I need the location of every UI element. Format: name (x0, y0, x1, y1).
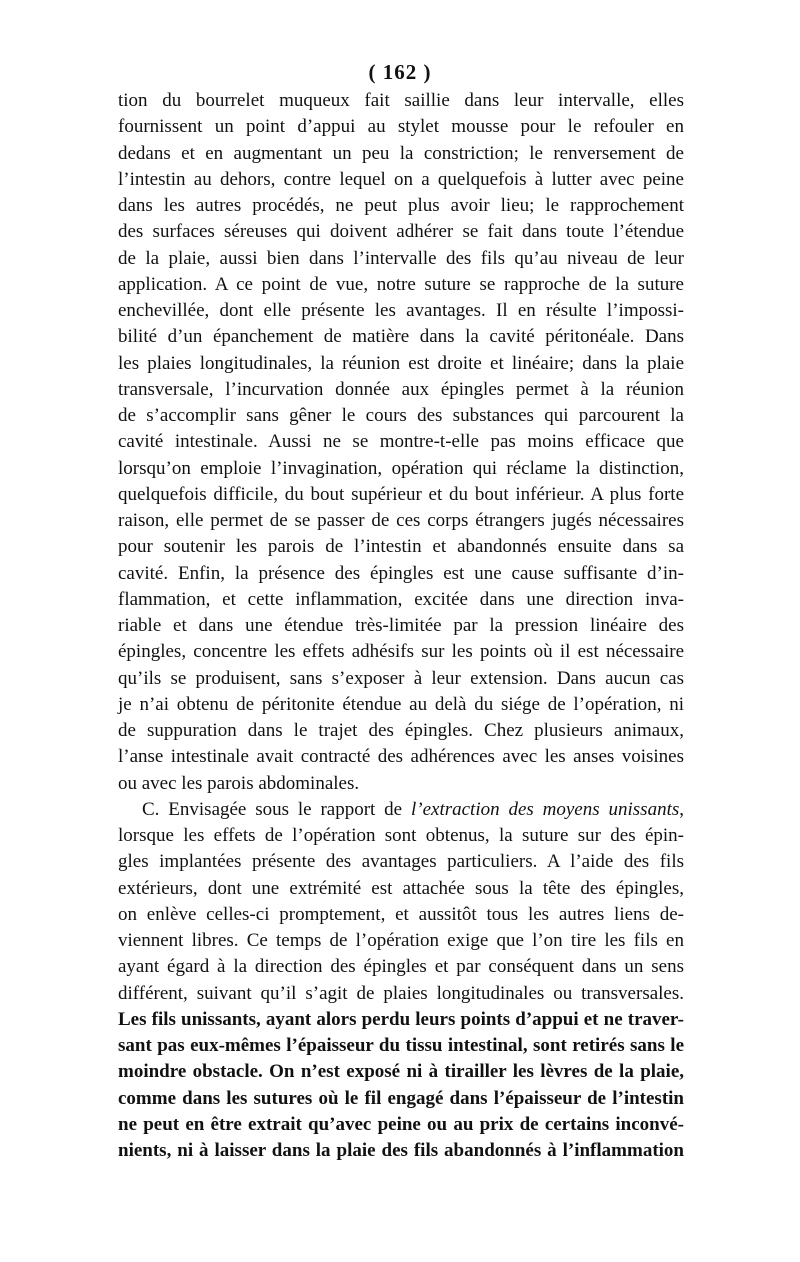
text-line: transversale, l’incurvation donnée aux épingles permet à la réunion (118, 378, 684, 400)
text-line: moindre obstacle. On n’est exposé ni à tirailler les lèvres de la plaie, (118, 1061, 684, 1083)
text-line: lorsque les effets de l’opération sont obtenus, la suture sur des épin- (118, 825, 684, 846)
text-line: tion du bourrelet muqueux fait saillie dans leur intervalle, elles (118, 90, 684, 111)
text-line: épingles, concentre les effets adhésifs sur les points où il est nécessaire (118, 641, 684, 663)
text-run: , (679, 798, 684, 820)
body-text (118, 88, 684, 1164)
text-line: Les fils unissants, ayant alors perdu leurs points d’appui et ne traver- (118, 1008, 684, 1030)
text-line: extérieurs, dont une extrémité est attachée sous la tête des épingles, (118, 877, 684, 899)
text-line: différent, suivant qu’il s’agit de plaies longitudinales ou transversales. (118, 982, 684, 1004)
text-line: on enlève celles-ci promptement, et aussitôt tous les autres liens de- (118, 903, 684, 925)
text-line: des surfaces séreuses qui doivent adhérer se fait dans toute l’étendue (118, 221, 684, 243)
text-line: lorsqu’on emploie l’invagination, opération qui réclame la distinction, (118, 457, 684, 479)
text-line: cavité. Enfin, la présence des épingles est une cause suffisante d’in- (118, 562, 684, 584)
text-line: dedans et en augmentant un peu la constriction; le renversement de (118, 142, 684, 164)
text-line: application. A ce point de vue, notre suture se rapproche de la suture (118, 273, 684, 295)
text-line: pour soutenir les parois de l’intestin et abandonnés ensuite dans sa (118, 536, 684, 558)
text-line: de la plaie, aussi bien dans l’intervalle des fils qu’au niveau de leur (118, 247, 684, 269)
text-line: enchevillée, dont elle présente les avantages. Il en résulte l’impossi- (118, 300, 684, 321)
text-line: qu’ils se produisent, sans s’exposer à leur extension. Dans aucun cas (118, 667, 684, 689)
text-line: de suppuration dans le trajet des épingles. Chez plusieurs animaux, (118, 720, 684, 741)
text-line: raison, elle permet de se passer de ces corps étrangers jugés nécessaires (118, 510, 684, 531)
text-line: dans les autres procédés, ne peut plus avoir lieu; le rapprochement (118, 195, 684, 216)
text-line: quelquefois difficile, du bout supérieur et du bout inférieur. A plus forte (118, 483, 684, 505)
page-number: ( 162 ) (368, 60, 432, 84)
text-line: je n’ai obtenu de péritonite étendue au delà du siége de l’opération, ni (118, 693, 684, 715)
text-line: ou avec les parois abdominales. (118, 772, 360, 794)
text-line: bilité d’un épanchement de matière dans la cavité péritonéale. Dans (118, 326, 684, 348)
text-line: ayant égard à la direction des épingles et par conséquent dans un sens (118, 956, 684, 978)
text-line: l’intestin au dehors, contre lequel on a quelquefois à lutter avec peine (118, 168, 684, 190)
text-line: sant pas eux-mêmes l’épaisseur du tissu intestinal, sont retirés sans le (118, 1035, 684, 1056)
text-line: cavité intestinale. Aussi ne se montre-t-elle pas moins efficace que (118, 431, 684, 453)
text-line (118, 797, 684, 823)
text-line: comme dans les sutures où le fil engagé dans l’épaisseur de l’intestin (118, 1087, 684, 1109)
text-line: l’anse intestinale avait contracté des adhérences avec les anses voisines (118, 746, 684, 768)
text-line: flammation, et cette inflammation, excitée dans une direction inva- (118, 588, 684, 610)
text-line: les plaies longitudinales, la réunion est droite et linéaire; dans la plaie (118, 352, 684, 374)
text-run: C. Envisagée sous le rapport de (142, 798, 411, 820)
italic-phrase: l’extraction des moyens unissants (410, 798, 680, 820)
text-line: fournissent un point d’appui au stylet mousse pour le refouler en (118, 116, 684, 138)
text-line: ne peut en être extrait qu’avec peine ou au prix de certains inconvé- (118, 1113, 684, 1135)
text-line: nients, ni à laisser dans la plaie des fils abandonnés à l’inflammation (118, 1140, 684, 1161)
text-line: riable et dans une étendue très-limitée par la pression linéaire des (118, 615, 684, 636)
text-line: viennent libres. Ce temps de l’opération exige que l’on tire les fils en (118, 930, 684, 951)
text-line: de s’accomplir sans gêner le cours des substances qui parcourent la (118, 405, 684, 426)
text-line: gles implantées présente des avantages particuliers. A l’aide des fils (118, 851, 684, 873)
